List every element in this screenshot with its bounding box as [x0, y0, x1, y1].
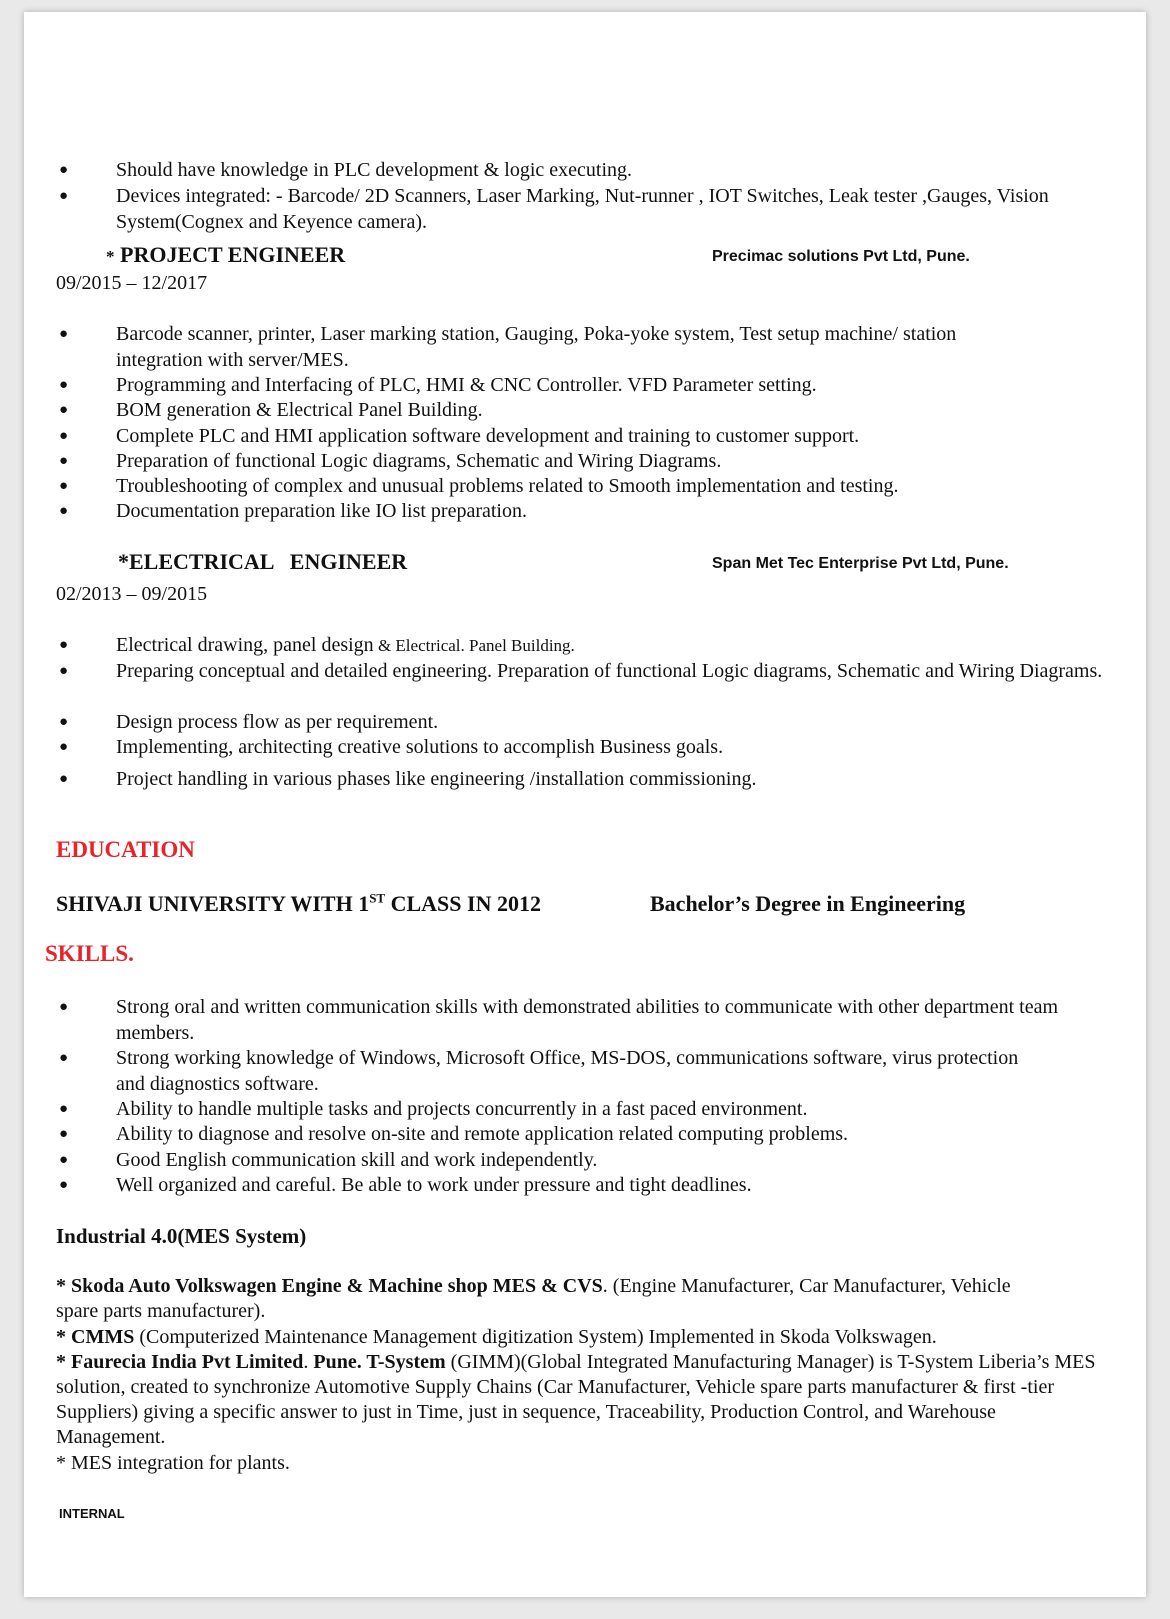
list-item: ● Ability to handle multiple tasks and projects concurrently in a fast paced environment. [59, 1098, 808, 1120]
bullet-icon: ● [59, 162, 69, 178]
bullet-icon: ● [59, 402, 69, 418]
list-item: ● Troubleshooting of complex and unusual problems related to Smooth implementation and testing. [59, 475, 899, 497]
paragraph: * Faurecia India Pvt Limited. Pune. T-System (GIMM)(Global Integrated Manufacturing Manager) is T-System Liberia’s MES solution, created to synchronize Automotive Supply Chains (Car Manufacturer, Vehicle spare parts manufacturer & first -tier Suppliers) giving a specific answer to just in Time, just in sequence, Traceability, Production Control, and Warehouse Management. [56, 1351, 1096, 1448]
list-item: ● Design process flow as per requirement. [59, 711, 439, 733]
bullet-icon: ● [59, 1050, 69, 1066]
bullet-icon: ● [59, 478, 69, 494]
paragraph: * Skoda Auto Volkswagen Engine & Machine shop MES & CVS. (Engine Manufacturer, Car Manufacturer, Vehicle spare parts manufacturer). [56, 1275, 1011, 1322]
role-title: * PROJECT ENGINEER [106, 242, 346, 267]
bullet-icon: ● [59, 771, 69, 787]
document-page [24, 12, 1146, 1597]
bullet-icon: ● [59, 999, 69, 1015]
footer-classification: INTERNAL [59, 1506, 125, 1521]
role-title: *ELECTRICAL ENGINEER [118, 549, 408, 574]
list-item: ● Ability to diagnose and resolve on-site and remote application related computing problems. [59, 1123, 849, 1145]
company-name: Span Met Tec Enterprise Pvt Ltd, Pune. [712, 555, 1009, 572]
section-heading-skills: SKILLS. [45, 941, 134, 966]
bullet-icon: ● [59, 637, 69, 653]
list-item: ● Complete PLC and HMI application software development and training to customer support. [59, 425, 860, 447]
bullet-icon: ● [59, 739, 69, 755]
bullet-icon: ● [59, 663, 69, 679]
list-item: ● Well organized and careful. Be able to work under pressure and tight deadlines. [59, 1174, 752, 1196]
bullet-icon: ● [59, 326, 69, 342]
bullet-icon: ● [59, 1126, 69, 1142]
date-range: 09/2015 – 12/2017 [56, 272, 208, 294]
list-item: ● Devices integrated: - Barcode/ 2D Scanners, Laser Marking, Nut-runner , IOT Switches, Leak tester ,Gauges, Vision System(Cognex and Keyence camera). [59, 185, 1049, 233]
list-item: ● Barcode scanner, printer, Laser marking station, Gauging, Poka-yoke system, Test setup machine/ station integration with server/MES. [59, 323, 957, 371]
bullet-icon: ● [59, 428, 69, 444]
list-item: ● Implementing, architecting creative solutions to accomplish Business goals. [59, 736, 724, 758]
bullet-icon: ● [59, 1177, 69, 1193]
education-degree: Bachelor’s Degree in Engineering [650, 891, 966, 916]
bullet-icon: ● [59, 377, 69, 393]
company-name: Precimac solutions Pvt Ltd, Pune. [712, 248, 970, 265]
list-item: ● Should have knowledge in PLC development & logic executing. [59, 159, 633, 181]
section-heading-education: EDUCATION [56, 837, 195, 862]
bullet-icon: ● [59, 714, 69, 730]
section-heading-industrial: Industrial 4.0(MES System) [56, 1224, 307, 1248]
list-item: ● Preparation of functional Logic diagrams, Schematic and Wiring Diagrams. [59, 450, 722, 472]
bullet-icon: ● [59, 453, 69, 469]
bullet-icon: ● [59, 503, 69, 519]
list-item: ● Documentation preparation like IO list preparation. [59, 500, 527, 522]
bullet-icon: ● [59, 1101, 69, 1117]
list-item: ● Strong oral and written communication skills with demonstrated abilities to communicate with other department team members. [59, 996, 1059, 1044]
list-item: ● Electrical drawing, panel design & Electrical. Panel Building. [59, 634, 575, 656]
list-item: ● Good English communication skill and work independently. [59, 1149, 598, 1171]
list-item: ● Project handling in various phases like engineering /installation commissioning. [59, 768, 757, 790]
list-item: ● Preparing conceptual and detailed engineering. Preparation of functional Logic diagrams, Schematic and Wiring Diagrams. [59, 660, 1103, 682]
date-range: 02/2013 – 09/2015 [56, 583, 208, 605]
list-item: ● Strong working knowledge of Windows, Microsoft Office, MS-DOS, communications software, virus protection and diagnostics software. [59, 1047, 1019, 1095]
education-university: SHIVAJI UNIVERSITY WITH 1ST CLASS IN 2012 [56, 890, 541, 916]
list-item: ● Programming and Interfacing of PLC, HMI & CNC Controller. VFD Parameter setting. [59, 374, 817, 396]
bullet-icon: ● [59, 1152, 69, 1168]
paragraph: * CMMS (Computerized Maintenance Management digitization System) Implemented in Skoda Volkswagen. [56, 1326, 937, 1348]
paragraph: * MES integration for plants. [56, 1452, 290, 1474]
list-item: ● BOM generation & Electrical Panel Building. [59, 399, 483, 421]
bullet-icon: ● [59, 188, 69, 204]
